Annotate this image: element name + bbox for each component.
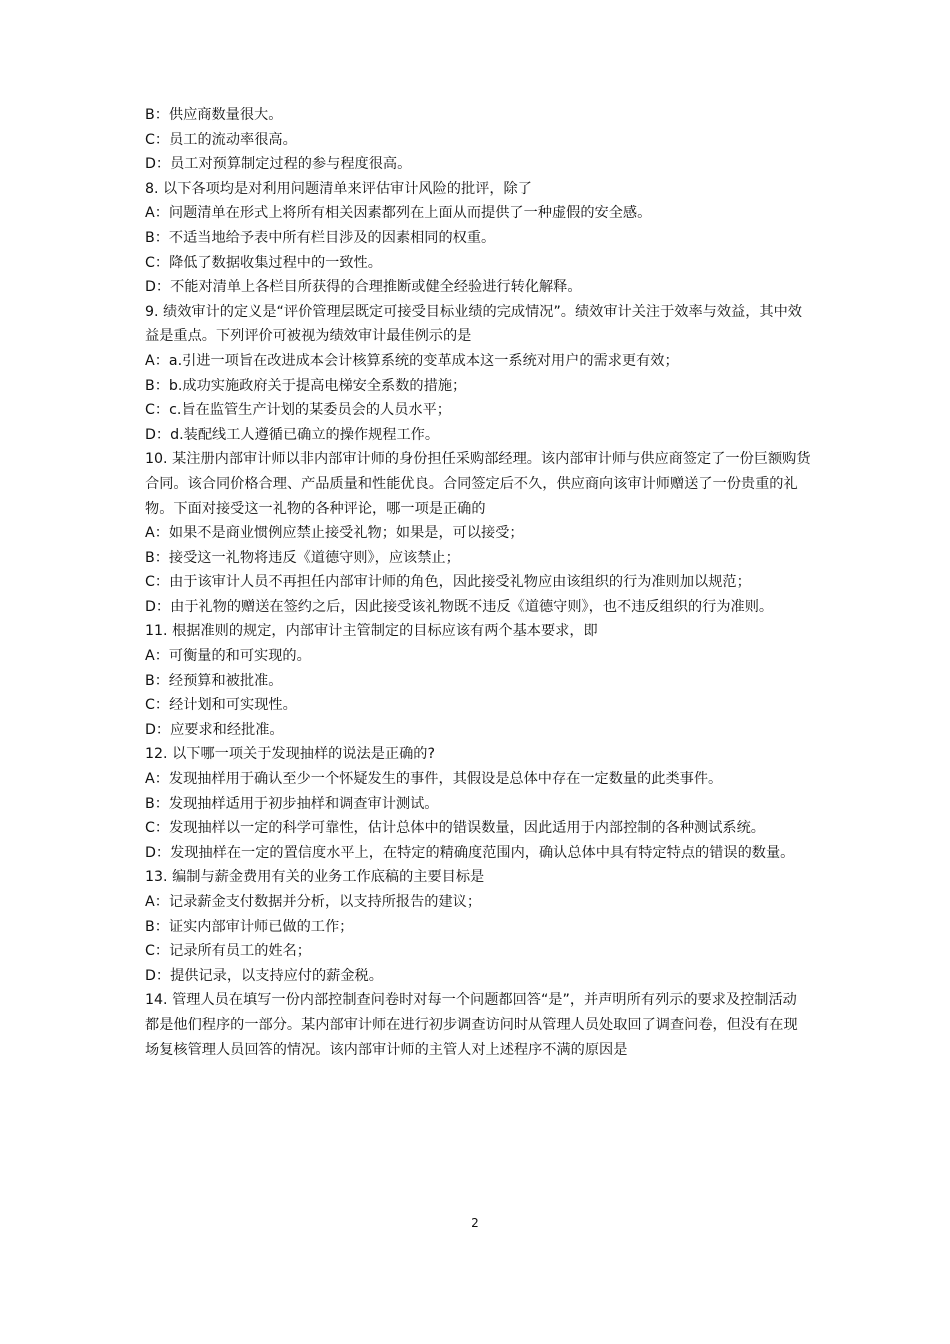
- text-line: 13. 编制与薪金费用有关的业务工作底稿的主要目标是: [145, 869, 485, 886]
- text-line: A：问题清单在形式上将所有相关因素都列在上面从而提供了一种虚假的安全感。: [145, 205, 652, 222]
- text-line: D：提供记录，以支持应付的薪金税。: [145, 967, 383, 984]
- text-line: C：由于该审计人员不再担任内部审计师的角色，因此接受礼物应由该组织的行为准则加以规范；: [145, 574, 751, 591]
- text-line: A：发现抽样用于确认至少一个怀疑发生的事件，其假设是总体中存在一定数量的此类事件。: [145, 771, 723, 788]
- text-line: 11. 根据准则的规定，内部审计主管制定的目标应该有两个基本要求，即: [145, 623, 598, 640]
- text-line: B：b.成功实施政府关于提高电梯安全系数的措施；: [145, 377, 467, 394]
- text-line: C：发现抽样以一定的科学可靠性，估计总体中的错误数量，因此适用于内部控制的各种测试系统。: [145, 820, 765, 837]
- text-line: C：经计划和可实现性。: [145, 697, 297, 714]
- text-line: 14. 管理人员在填写一份内部控制查问卷时对每一个问题都回答“是”，并声明所有列示的要求及控制活动都是他们程序的一部分。某内部审计师在进行初步调查访问时从管理人员处取回了调查问卷，但没有在现场复核管理人员回答的情况。该内部审计师的主管人对上述程序不满的原因是: [145, 992, 798, 1058]
- text-line: 9. 绩效审计的定义是“评价管理层既定可接受目标业绩的完成情况”。绩效审计关注于效率与效益，其中效益是重点。下列评价可被视为绩效审计最佳例示的是: [145, 303, 802, 345]
- text-line: C：记录所有员工的姓名；: [145, 943, 311, 960]
- text-line: A：可衡量的和可实现的。: [145, 648, 311, 665]
- text-line: D：发现抽样在一定的置信度水平上，在特定的精确度范围内，确认总体中具有特定特点的错误的数量。: [145, 844, 795, 861]
- text-line: 12. 以下哪一项关于发现抽样的说法是正确的?: [145, 746, 435, 763]
- page-number: 2: [471, 1216, 479, 1230]
- document-body: [145, 103, 811, 1062]
- text-line: A：如果不是商业惯例应禁止接受礼物；如果是，可以接受；: [145, 525, 524, 542]
- text-line: A：a.引进一项旨在改进成本会计核算系统的变革成本这一系统对用户的需求更有效；: [145, 352, 679, 369]
- text-line: 8. 以下各项均是对利用问题清单来评估审计风险的批评，除了: [145, 180, 532, 197]
- text-line: C：c.旨在监管生产计划的某委员会的人员水平；: [145, 402, 451, 419]
- text-line: B：不适当地给予表中所有栏目涉及的因素相同的权重。: [145, 229, 496, 246]
- text-line: A：记录薪金支付数据并分析，以支持所报告的建议；: [145, 894, 482, 910]
- text-line: B：供应商数量很大。: [145, 107, 283, 123]
- text-line: 10. 某注册内部审计师以非内部审计师的身份担任采购部经理。该内部审计师与供应商签定了一份巨额购货合同。该合同价格合理、产品质量和性能优良。合同签定后不久，供应商向该审计师赠送了一份贵重的礼物。下面对接受这一礼物的各种评论，哪一项是正确的: [145, 451, 811, 517]
- text-line: B：经预算和被批准。: [145, 672, 283, 689]
- text-line: D：d.装配线工人遵循已确立的操作规程工作。: [145, 426, 440, 443]
- text-line: D：员工对预算制定过程的参与程度很高。: [145, 156, 412, 173]
- text-line: D：不能对清单上各栏目所获得的合理推断或健全经验进行转化解释。: [145, 279, 582, 296]
- text-line: C：员工的流动率很高。: [145, 131, 297, 148]
- text-line: C：降低了数据收集过程中的一致性。: [145, 254, 382, 271]
- text-line: B：接受这一礼物将违反《道德守则》，应该禁止；: [145, 549, 460, 566]
- text-line: D：由于礼物的赠送在签约之后，因此接受该礼物既不违反《道德守则》，也不违反组织的行为准则。: [145, 598, 774, 615]
- text-line: B：发现抽样适用于初步抽样和调查审计测试。: [145, 795, 439, 812]
- text-line: D：应要求和经批准。: [145, 721, 284, 738]
- text-line: B：证实内部审计师已做的工作；: [145, 918, 354, 935]
